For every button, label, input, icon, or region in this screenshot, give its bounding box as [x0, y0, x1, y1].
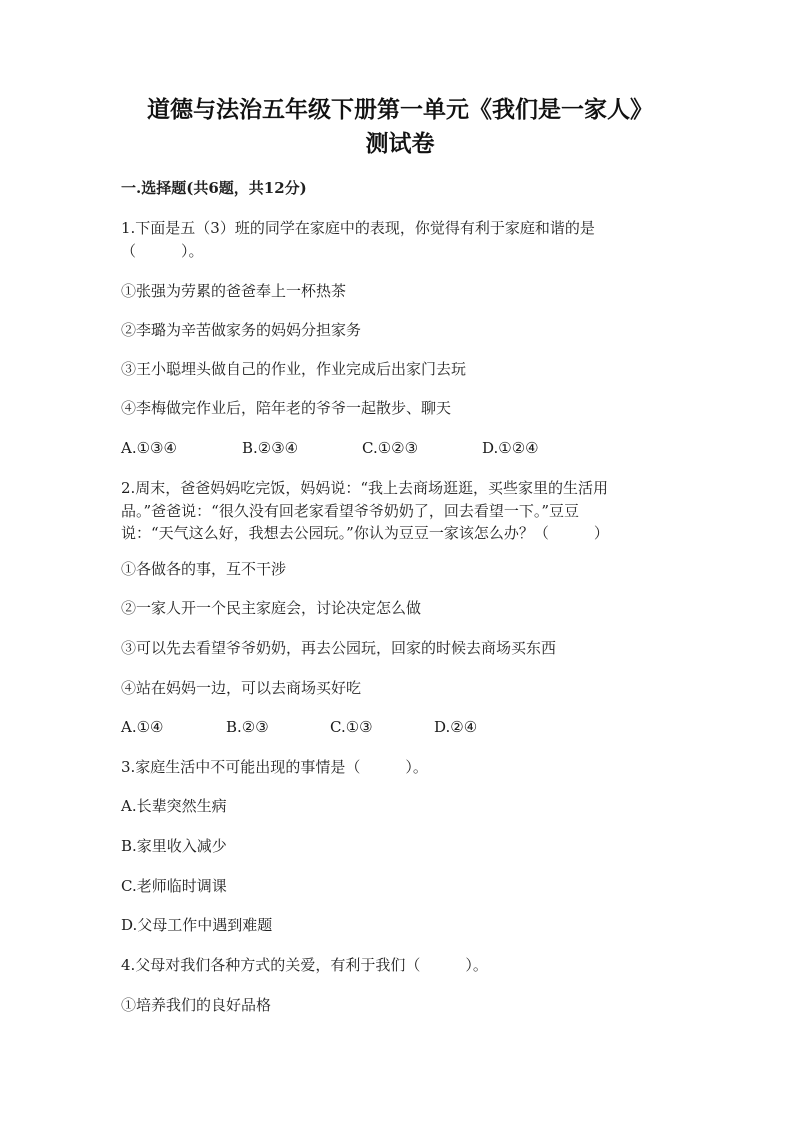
q1-stem-line2: （ ）。 — [121, 242, 204, 260]
q1-item-3: ③王小聪埋头做自己的作业，作业完成后出家门去玩 — [121, 360, 467, 378]
q2-stem-line3: 说：“天气这么好，我想去公园玩。”你认为豆豆一家该怎么办？（ ） — [121, 524, 609, 542]
q3-option-c[interactable]: C.老师临时调课 — [121, 877, 227, 895]
q1-item-4: ④李梅做完作业后，陪年老的爷爷一起散步、聊天 — [121, 399, 452, 417]
q4-stem: 4.父母对我们各种方式的关爱，有利于我们（ ）。 — [121, 956, 488, 974]
q2-item-1: ①各做各的事，互不干涉 — [121, 560, 287, 578]
page-title-line1: 道德与法治五年级下册第一单元《我们是一家人》 — [147, 96, 653, 123]
q1-option-d[interactable]: D.①②④ — [482, 439, 539, 457]
q3-option-b[interactable]: B.家里收入减少 — [121, 837, 227, 855]
q2-item-2: ②一家人开一个民主家庭会，讨论决定怎么做 — [121, 599, 422, 617]
q2-option-c[interactable]: C.①③ — [330, 718, 373, 736]
q1-stem-line1: 1.下面是五（3）班的同学在家庭中的表现，你觉得有利于家庭和谐的是 — [121, 219, 595, 237]
q3-option-a[interactable]: A.长辈突然生病 — [121, 797, 227, 815]
q1-option-b[interactable]: B.②③④ — [242, 439, 299, 457]
q2-stem-line1: 2.周末，爸爸妈妈吃完饭，妈妈说：“我上去商场逛逛，买些家里的生活用 — [121, 479, 608, 497]
q3-option-d[interactable]: D.父母工作中遇到难题 — [121, 916, 273, 934]
q2-option-b[interactable]: B.②③ — [226, 718, 269, 736]
q2-stem-line2: 品。”爸爸说：“很久没有回老家看望爷爷奶奶了，回去看望一下。”豆豆 — [121, 502, 580, 520]
section-heading: 一.选择题(共6题，共12分) — [121, 179, 307, 197]
q3-stem: 3.家庭生活中不可能出现的事情是（ ）。 — [121, 758, 428, 776]
q2-option-a[interactable]: A.①④ — [121, 718, 164, 736]
q2-item-3: ③可以先去看望爷爷奶奶，再去公园玩，回家的时候去商场买东西 — [121, 639, 557, 657]
q1-item-2: ②李璐为辛苦做家务的妈妈分担家务 — [121, 321, 362, 339]
q1-option-a[interactable]: A.①③④ — [121, 439, 177, 457]
q1-item-1: ①张强为劳累的爸爸奉上一杯热茶 — [121, 282, 347, 300]
q2-option-d[interactable]: D.②④ — [434, 718, 478, 736]
page-title-line2: 测试卷 — [365, 130, 435, 157]
q1-option-c[interactable]: C.①②③ — [362, 439, 419, 457]
q4-item-1: ①培养我们的良好品格 — [121, 996, 272, 1014]
q2-item-4: ④站在妈妈一边，可以去商场买好吃 — [121, 679, 362, 697]
